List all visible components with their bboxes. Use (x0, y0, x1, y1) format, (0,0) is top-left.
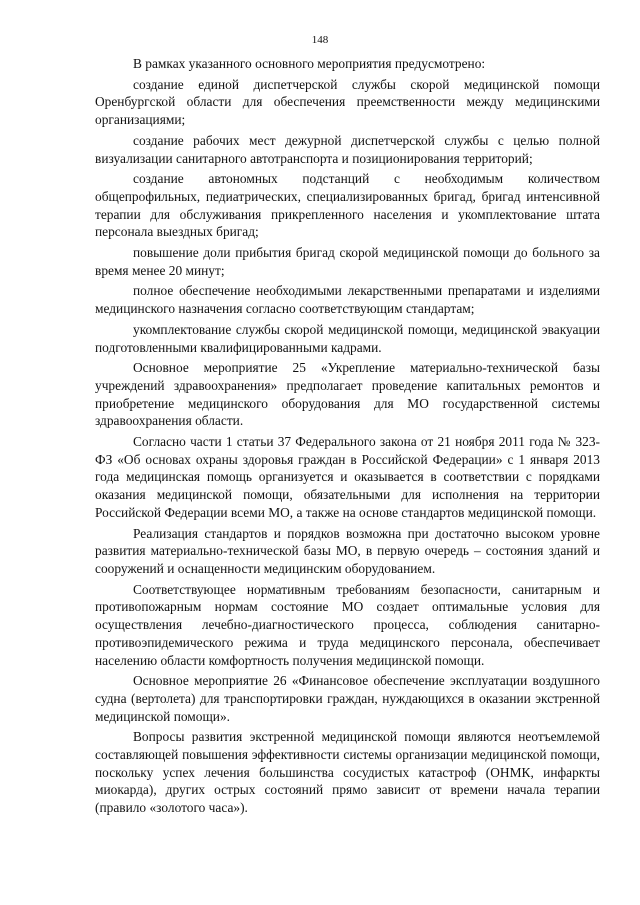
paragraph-staffing: укомплектование службы скорой медицинской помощи, медицинской эвакуации подготовленными квалифицированными кадрами. (95, 321, 600, 355)
paragraph-emergency-care: Вопросы развития экстренной медицинской помощи являются неотъемлемой составляющей повышения эффективности системы организации медицинской помощи, поскольку успех лечения большинства сосудистых катастроф (ОНМК, инфаркты миокарда), других острых состояний прямо зависит от времени начала терапии (правило «золотого часа»). (95, 729, 600, 816)
paragraph-federal-law: Согласно части 1 статьи 37 Федерального закона от 21 ноября 2011 года № 323-ФЗ «Об основах охраны здоровья граждан в Российской Федерации» с 1 января 2013 года медицинская помощь организуется и оказывается в соответствии с порядками оказания медицинской помощи, обязательными для исполнения на территории Российской Федерации всеми МО, а также на основе стандартов медицинской помощи. (95, 434, 600, 520)
paragraph-standards: Реализация стандартов и порядков возможна при достаточно высоком уровне развития материально-технической базы МО, в первую очередь – состояния зданий и сооружений и оснащенности медицинским оборудованием. (95, 525, 600, 576)
paragraph-intro: В рамках указанного основного мероприятия предусмотрено: (133, 56, 486, 71)
page-number: 148 (311, 34, 329, 46)
paragraph-dispatch-workplaces: создание рабочих мест дежурной диспетчерской службы с целью полной визуализации санитарного автотранспорта и позиционирования территорий; (95, 132, 600, 166)
paragraph-measure-26: Основное мероприятие 26 «Финансовое обеспечение эксплуатации воздушного судна (вертолета) для транспортировки граждан, нуждающихся в оказании экстренной медицинской помощи». (95, 673, 600, 724)
paragraph-measure-25: Основное мероприятие 25 «Укрепление материально-технической базы учреждений здравоохранения» предполагает проведение капитальных ремонтов и приобретение медицинского оборудования для МО государственной системы здравоохранения области. (95, 360, 600, 429)
paragraph-medicines: полное обеспечение необходимыми лекарственными препаратами и изделиями медицинского назначения согласно соответствующим стандартам; (95, 283, 600, 317)
body-text (95, 55, 600, 820)
paragraph-arrival-time: повышение доли прибытия бригад скорой медицинской помощи до больного за время менее 20 минут; (95, 245, 600, 278)
paragraph-safety-norms: Соответствующее нормативным требованиям безопасности, санитарным и противопожарным нормам состояние МО создает оптимальные условия для осуществления лечебно-диагностического процесса, соблюдения санитарно-противоэпидемического режима и труда медицинского персонала, обеспечивает населению области комфортность получения медицинской помощи. (95, 581, 600, 668)
paragraph-substations: создание автономных подстанций с необходимым количеством общепрофильных, педиатрических, специализированных бригад, бригад интенсивной терапии для обслуживания прикрепленного населения и укомплектование штата персонала выездных бригад; (95, 171, 600, 240)
paragraph-dispatch-service: создание единой диспетчерской службы скорой медицинской помощи Оренбургской области для обеспечения преемственности между медицинскими организациями; (95, 76, 600, 128)
